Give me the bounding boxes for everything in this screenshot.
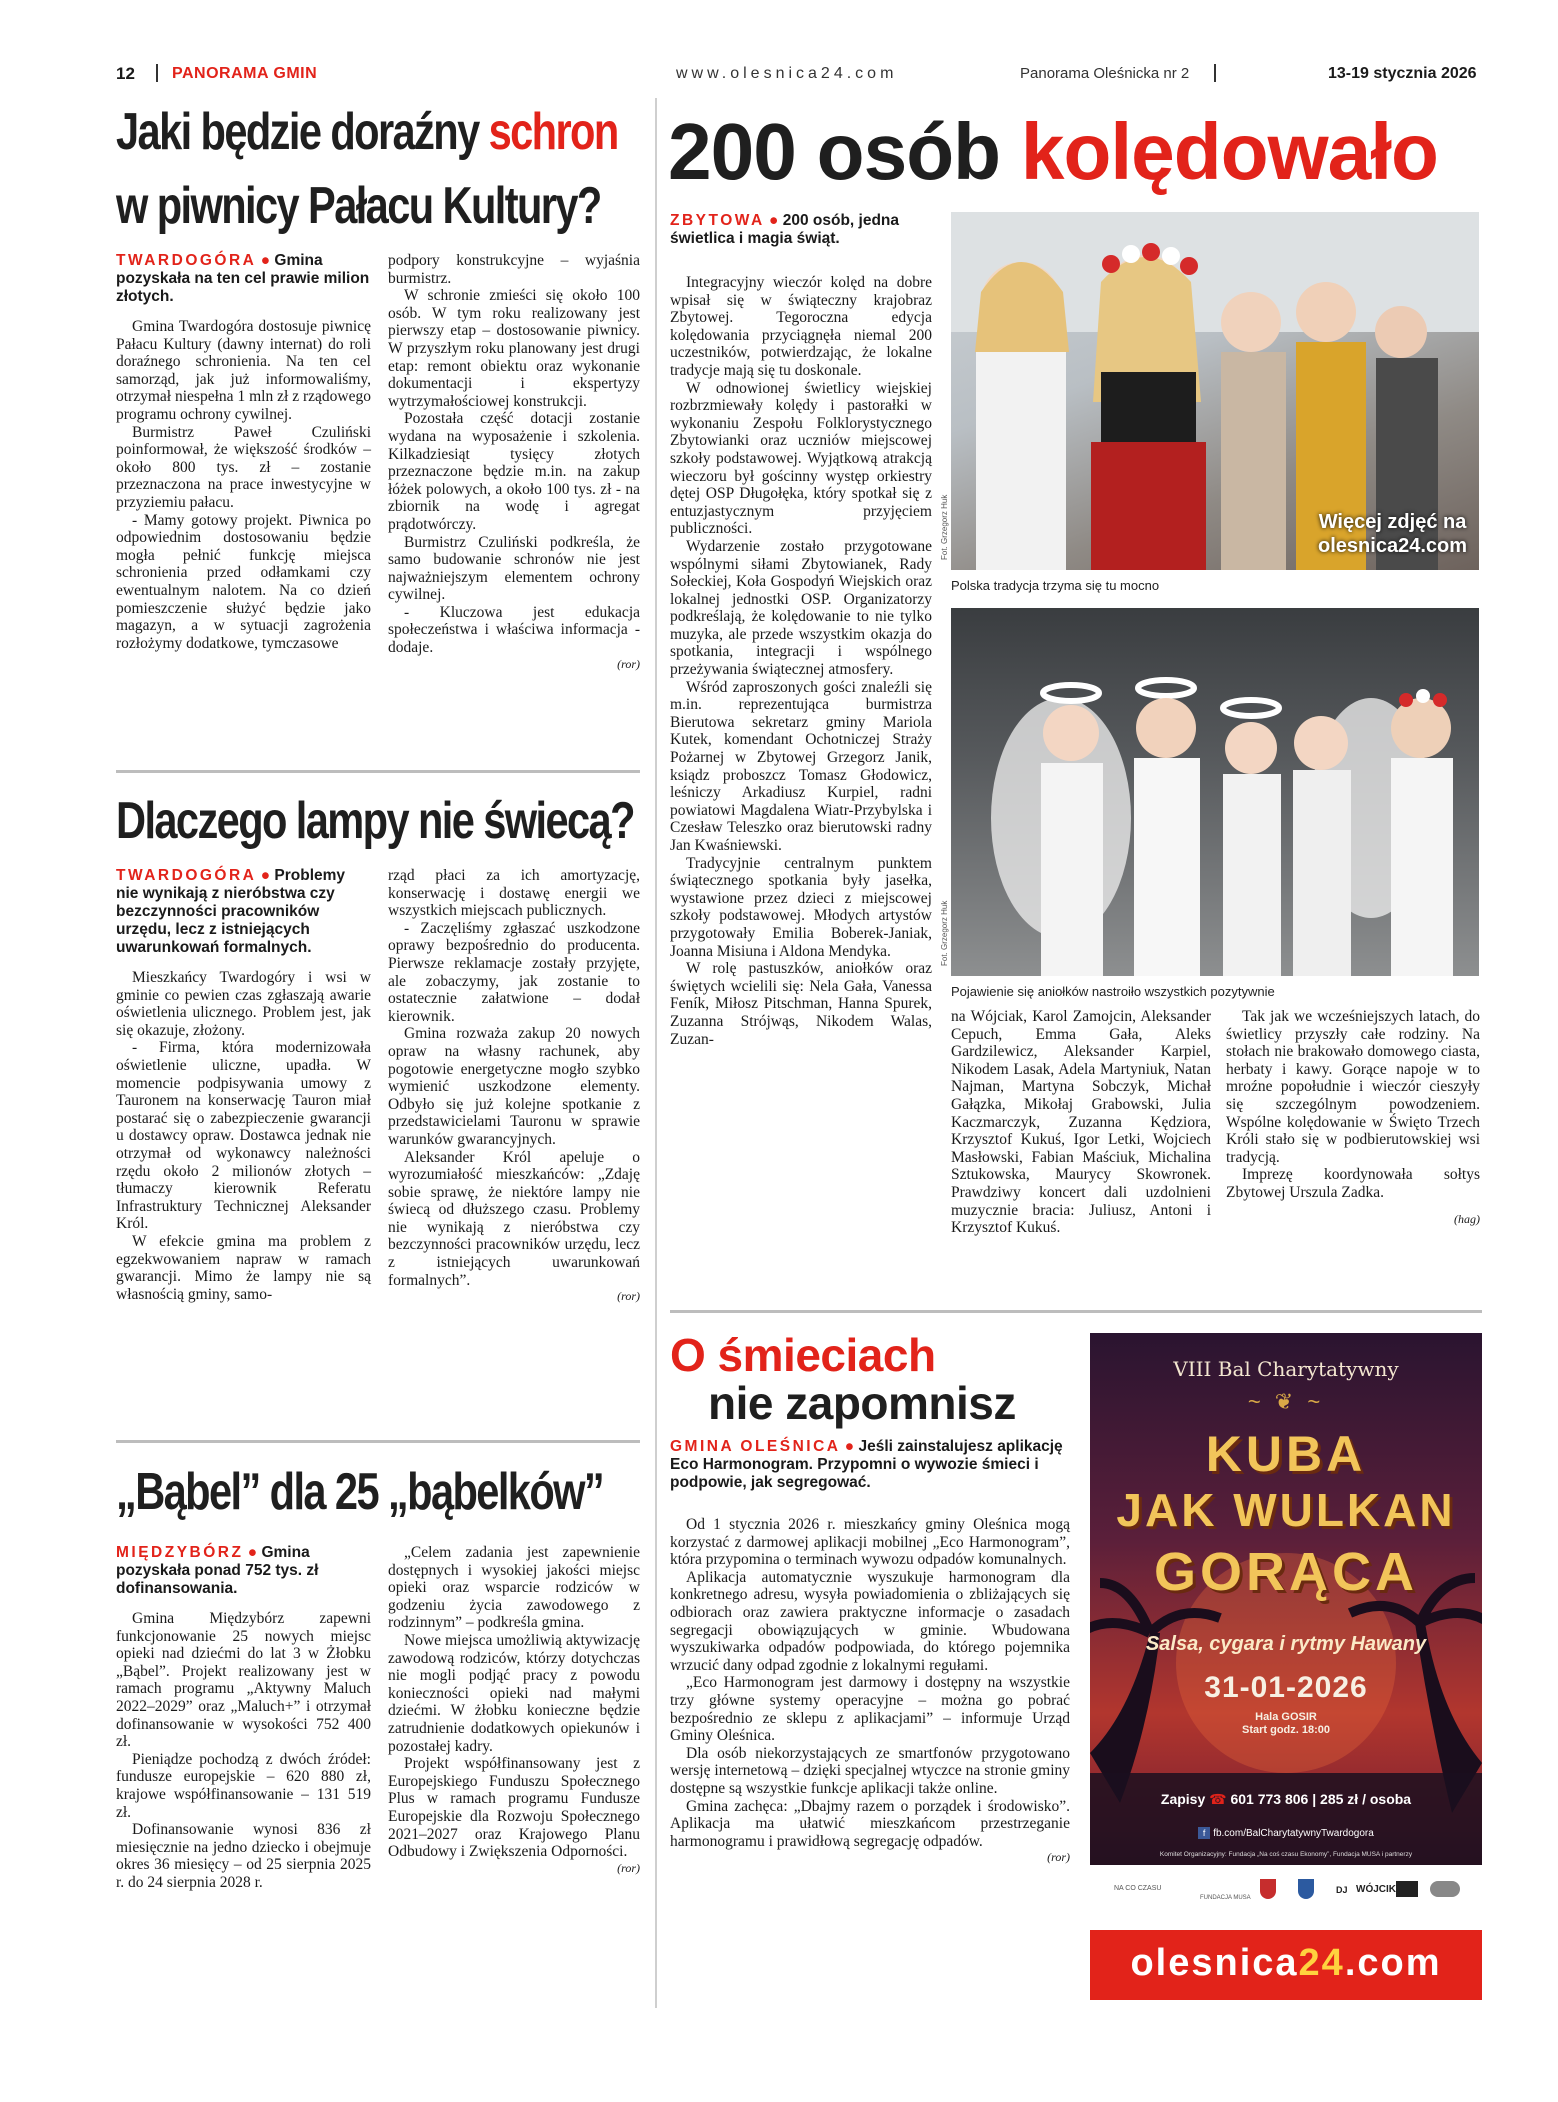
paragraph: Tak jak we wcześniejszych latach, do świetlicy przyszły całe rodziny. Na stołach nie brakowało domowego ciasta, herbaty i kawy. Gorące napoje w to mroźne popołudnie i wieczór cieszyły się szczególnym powodzeniem. Wspólne kolędowanie w Święto Trzech Króli stało się w podbierutowskiej wsi tradycją. (1226, 1008, 1480, 1166)
paragraph: podpory konstrukcyjne – wyjaśnia burmistrz. (388, 252, 640, 287)
sponsor-strip (1090, 1865, 1482, 1918)
paragraph: Od 1 stycznia 2026 r. mieszkańcy gminy Oleśnica mogą korzystać z darmowej aplikacji mobilnej „Eco Harmonogram”, która przypomina o terminach wywozu odpadów komunalnych. (670, 1516, 1070, 1569)
sponsor-3: DJ (1336, 1885, 1348, 1895)
price: 285 zł / osoba (1320, 1791, 1412, 1807)
paragraph: Projekt współfinansowany jest z Europejskiego Funduszu Społecznego Plus w ramach programu Fundusze Europejskie dla Rozwoju Społecznego 2021–2027 oraz Krajowego Planu Odbudowy i Zwiększenia Odporności. (388, 1755, 640, 1861)
lead-text: Jeśli zainstalujesz aplikację Eco Harmonogram. Przypomni o wywozie śmieci i podpowie, jak segregować. (670, 1438, 1063, 1491)
paragraph: Gmina rozważa zakup 20 nowych opraw na własny rachunek, aby pogotowie energetyczne mogło szybko wymienić uszkodzone elementy. Odbyło się już kolejne spotkanie z przedstawicielami Tauronu w sprawie warunków gwarancyjnych. (388, 1025, 640, 1148)
lead (116, 1544, 371, 1598)
photo-overlay (1318, 510, 1467, 558)
paragraph: na Wójciak, Karol Zamojcin, Aleksander Cepuch, Emma Gała, Aleks Gardzilewicz, Aleksander Karpiel, Nikodem Lasak, Adela Martyniuk, Natan Najman, Martyna Sobczyk, Michał Gałązka, Mikołaj Grabowski, Julia Kaczmarczyk, Zuzanna Kędziora, Krzysztof Kukuś, Igor Letki, Wojciech Masłowski, Fabian Maściuk, Michalina Sztukowska, Maurycy Skowronek. Prawdziwy koncert dali uzdolnieni muzycznie bracia: Juliusz, Antoni i Krzysztof Kukuś. (951, 1008, 1211, 1237)
location: TWARDOGÓRA (116, 867, 257, 884)
body-text (670, 1516, 1070, 1850)
column-2 (388, 1544, 640, 1876)
body-text (1226, 1008, 1480, 1202)
sponsor-logo-icon (1396, 1881, 1418, 1897)
ad-organizers: Komitet Organizacyjny: Fundacja „Na coś czasu Ekonomy”, Fundacja MUSA i partnerzy (1159, 1851, 1413, 1858)
crest-icon (1298, 1879, 1314, 1899)
article-separator (116, 1440, 640, 1443)
ad-subtitle: Salsa, cygara i rytmy Hawany (1145, 1633, 1427, 1655)
lead-text: 200 osób, jedna świetlica i magia świąt. (670, 212, 900, 247)
body-text (116, 969, 371, 1303)
section-name: PANORAMA GMIN (172, 65, 318, 82)
body-text (951, 1008, 1211, 1237)
paragraph: W rolę pastuszków, aniołków oraz świętych wcielili się: Nela Gała, Vanessa Feník, Miłosz Pitschman, Hanna Spurek, Zuzanna Strójwąs, Nikodem Walas, Zuzan- (670, 960, 932, 1048)
article-lamps (116, 785, 640, 1425)
paragraph: Aleksander Król apeluje o wyrozumiałość mieszkańców: „Zdaję sobie sprawę, że niektóre lampy nie świecą od dłuższego czasu. Problemy nie wynikają z nieróbstwa czy bezczynności pracowników urzędu, lecz z istniejących uwarunkowań formalnych”. (388, 1148, 640, 1289)
paragraph: - Zaczęliśmy zgłaszać uszkodzone oprawy bezpośrednio do producenta. Pierwsze reklamacje zostały przyjęte, ale zobaczymy, jak zostanie to ostatecznie załatwione – dodał kierownik. (388, 919, 640, 1025)
issue-date: 13-19 stycznia 2026 (1328, 65, 1477, 82)
signature: (hag) (1454, 1211, 1480, 1226)
column-1 (116, 867, 371, 1303)
ad-facebook[interactable] (1090, 1827, 1482, 1839)
ad-headline-3: GORĄCA (1154, 1542, 1418, 1602)
signature: (ror) (617, 656, 640, 671)
banner-part: .com (1344, 1942, 1442, 1984)
paragraph: Nowe miejsca umożliwią aktywizację zawodową rodziców, którzy dotychczas nie mogli podjąć pracy z powodu konieczności opieki nad małymi dziećmi. W żłobku konieczne będzie zatrudnienie dodatkowych opiekunów i pozostałej kadry. (388, 1631, 640, 1755)
advertisement-ball[interactable] (1090, 1333, 1482, 1918)
article-waste-app (670, 1322, 1070, 2012)
paragraph: Burmistrz Czuliński podkreśla, że samo budowanie schronów nie jest najważniejszym elementem ochrony cywilnej. (388, 533, 640, 604)
photo-caption: Polska tradycja trzyma się tu mocno (951, 578, 1160, 593)
column-1 (670, 212, 932, 1048)
article-title-line2: nie zapomnisz (708, 1377, 1016, 1429)
article-title (668, 107, 1438, 196)
location: TWARDOGÓRA (116, 252, 257, 269)
location: ZBYTOWA (670, 212, 765, 229)
paragraph: Burmistrz Paweł Czuliński poinformował, że większość środków – około 800 tys. zł – zostanie przeznaczona na prace inwestycyjne w przyziemiu pałacu. (116, 423, 371, 511)
crest-icon (1260, 1879, 1276, 1899)
lead (670, 1438, 1070, 1492)
lead-text: Problemy nie wynikają z nieróbstwa czy bezczynności pracowników urzędu, lecz z istniejących uwarunkowań formalnych. (116, 867, 346, 956)
header-divider-2 (1214, 64, 1216, 82)
paragraph: W efekcie gmina ma problem z egzekwowaniem napraw w ramach gwarancji. Mimo że lampy nie są własnością gminy, samo- (116, 1232, 371, 1303)
sponsor-2: FUNDACJA MUSA (1200, 1895, 1251, 1901)
article-title: Dlaczego lampy nie świecą? (116, 792, 634, 850)
paragraph: Mieszkańcy Twardogóry i wsi w gminie co pewien czas zgłaszają awarie oświetlenia ulicznego. Problem jest, jak się okazuje, złożony. (116, 969, 371, 1039)
ad-start: Start godz. 18:00 (1241, 1724, 1331, 1736)
column-2 (388, 867, 640, 1304)
signature: (ror) (1047, 1850, 1070, 1865)
overlay-line-2[interactable]: olesnica24.com (1318, 535, 1467, 557)
article-carols (670, 100, 1482, 1300)
sponsor-logo-icon (1430, 1881, 1460, 1897)
paragraph: Gmina Twardogóra dostosuje piwnicę Pałacu Kultury (dawny internat) do roli doraźnego schronienia. Na ten cel samorząd, jak już informowaliśmy, otrzymał niespełna 1 mln zł z rządowego programu ochrony cywilnej. (116, 318, 371, 423)
paragraph: Gmina Międzybórz zapewni funkcjonowanie 25 nowych miejsc opieki nad dziećmi do lat 3 w Żłobku „Bąbel”. Projekt realizowany jest w ramach programu „Aktywny Maluch 2022–2029” oraz „Maluch+” i otrzymał dofinansowanie w wysokości 752 400 zł. (116, 1610, 371, 1751)
paragraph: W schronie zmieści się około 100 osób. W tym roku realizowany jest pierwszy etap – dostosowanie piwnicy. W przyszłym roku planowany jest drugi etap: remont obiektu oraz wykonanie dokumentacji i ekspertyzy wytrzymałościowej konstrukcji. (388, 287, 640, 410)
column-2 (388, 252, 640, 672)
article-title (116, 103, 618, 161)
paragraph: Dofinansowanie wynosi 836 zł miesięcznie na jedno dziecko i obejmuje okres 36 miesięcy – od 25 sierpnia 2025 r. do 24 sierpnia 2028 r. (116, 1821, 371, 1891)
facebook-icon: f (1198, 1827, 1210, 1839)
lead-text: Gmina pozyskała na ten cel prawie milion złotych. (116, 252, 370, 305)
paragraph: Wśród zaproszonych gości znaleźli się m.in. reprezentująca burmistrza Bierutowa sekretarz gminy Mariola Kutek, komendant Ochotniczej Straży Pożarnej w Zbytowej Grzegorz Janik, ksiądz proboszcz Tomasz Głodowicz, leśniczy Arkadiusz Kurpiel, radni powiatowi Magdalena Wiatr-Przybylska i Czesław Teleszko oraz bierutowski radny Jan Kwaśniewski. (670, 678, 932, 854)
title-part: 200 osób (668, 107, 1021, 196)
sponsor-4: WÓJCIK (1356, 1884, 1396, 1895)
lead (670, 212, 932, 248)
overlay-line-1: Więcej zdjęć na (1318, 511, 1467, 533)
phone-number[interactable]: 601 773 806 (1230, 1791, 1309, 1807)
lead (116, 867, 371, 957)
title-part: Jaki będzie doraźny (116, 103, 489, 161)
title-highlight: kolędowało (1020, 107, 1438, 196)
title-highlight: schron (488, 103, 618, 161)
photo-caption: Pojawienie się aniołków nastroiło wszystkich pozytywnie (951, 984, 1275, 999)
paragraph: - Mamy gotowy projekt. Piwnica po odpowiednim dostosowaniu będzie mogła pełnić funkcję miejsca schronienia przed odłamkami czy ewentualnym nalotem. Na co dzień pomieszczenie służyć będzie jako magazyn, a w sytuacji zagrożenia rozłożymy dodatkowe, tymczasowe (116, 511, 371, 652)
bullet-icon: ● (260, 867, 271, 884)
photo-angels (951, 608, 1479, 976)
lead-text: Gmina pozyskała ponad 752 tys. zł dofinansowania. (116, 1544, 319, 1597)
location: GMINA OLEŚNICA (670, 1438, 841, 1455)
phone-icon: ☎ (1209, 1791, 1227, 1807)
article-title: O śmieciach (670, 1329, 936, 1381)
bullet-icon: ● (844, 1438, 855, 1455)
column-1 (116, 252, 371, 652)
ad-headline-2: JAK WULKAN (1116, 1484, 1456, 1536)
column-2 (951, 1008, 1211, 1237)
article-nursery (116, 1452, 640, 2012)
body-text (116, 1610, 371, 1892)
photo-illustration (951, 608, 1479, 976)
location: MIĘDZYBÓRZ (116, 1544, 244, 1561)
ad-ornament: ~ ❦ ~ (1247, 1389, 1325, 1414)
banner-text[interactable] (1090, 1942, 1482, 1985)
paragraph: - Firma, która modernizowała oświetlenie uliczne, upadła. W momencie podpisywania umowy z Tauronem na konserwację Tauron miał postarać się o zabezpieczenie gwarancji u dostawcy opraw. Dostawca jednak nie otrzymał od wykonawcy należności rzędu około 2 milionów złotych – tłumaczy kierownik Referatu Infrastruktury Technicznej Aleksander Król. (116, 1039, 371, 1233)
article-title-line2: w piwnicy Pałacu Kultury? (116, 177, 601, 235)
column-divider (655, 98, 657, 2008)
body-text (116, 318, 371, 652)
article-shelter (116, 100, 640, 765)
signature: (ror) (617, 1289, 640, 1304)
paragraph: Imprezę koordynowała sołtys Zbytowej Urszula Zadka. (1226, 1166, 1480, 1201)
article-separator (116, 770, 640, 773)
paragraph: Pieniądze pochodzą z dwóch źródeł: fundusze europejskie – 620 880 zł, krajowe współfinansowanie – 131 519 zł. (116, 1750, 371, 1821)
column-3 (1226, 1008, 1480, 1227)
ad-date: 31-01-2026 (1204, 1671, 1368, 1704)
page-number: 12 (116, 64, 135, 83)
site-banner[interactable] (1090, 1930, 1482, 2000)
body-text (388, 867, 640, 1289)
paragraph: Dla osób niekorzystających ze smartfonów przygotowano wersję internetową – dzięki specjalnej wtyczce na stronie gminy dostępne są wszystkie funkcje aplikacji także online. (670, 1744, 1070, 1797)
paragraph: „Celem zadania jest zapewnienie dostępnych i wysokiej jakości miejsc opieki oraz wsparcie rodziców w godzeniu życia zawodowego z rodzinnym” – podkreśla gmina. (388, 1544, 640, 1632)
article-body (670, 1438, 1070, 1865)
paragraph: Integracyjny wieczór kolęd na dobre wpisał się w świąteczny krajobraz Zbytowej. Tegoroczna edycja kolędowania przyciągnęła niemal 200 uczestników, potwierdzając, że lokalne tradycje mają się tu doskonale. (670, 274, 932, 379)
ad-venue: Hala GOSIR (1255, 1711, 1317, 1723)
website[interactable]: www.olesnica24.com (676, 65, 898, 82)
body-text (388, 1544, 640, 1861)
paragraph: Tradycyjnie centralnym punktem świątecznego spotkania były jasełka, wystawione przez dzieci z miejscowej szkoły podstawowej. Młodych artystów przygotowały Emilia Boberek-Janiak, Joanna Misiuna i Aldona Mendyka. (670, 854, 932, 960)
paragraph: Pozostała część dotacji zostanie wydana na wyposażenie i szkolenia. Kilkadziesiąt tysięcy złotych przeznaczone będzie m.in. na zakup łóżek polowych, a około 100 tys. zł - na zbiornik na wodę i agregat prądotwórczy. (388, 410, 640, 533)
photo-children-folk (951, 212, 1479, 570)
paragraph: Wydarzenie zostało przygotowane wspólnymi siłami Zbytowianek, Rady Sołeckiej, Koła Gospodyń Wiejskich oraz lokalnej jednostki OSP. Organizatorzy podkreślają, że kolędowanie to nie tylko muzyka, ale przede wszystkim okazja do spotkania, integracji i wspólnego przeżywania świątecznej atmosfery. (670, 537, 932, 679)
ad-headline-1: KUBA (1205, 1426, 1367, 1482)
facebook-url[interactable]: fb.com/BalCharytatywnyTwardogora (1213, 1828, 1374, 1839)
signup-label: Zapisy (1160, 1791, 1206, 1807)
banner-part: olesnica (1130, 1942, 1299, 1984)
photo-credit: Fot. Grzegorz Huk (940, 494, 949, 560)
lead (116, 252, 371, 306)
header-divider (156, 64, 158, 82)
ad-signup[interactable] (1090, 1791, 1482, 1808)
paragraph: „Eco Harmonogram jest darmowy i dostępny na wszystkie trzy główne systemy operacyjne – można go pobrać bezpośrednio ze sklepu z aplikacjami” – informuje Urząd Gminy Oleśnica. (670, 1674, 1070, 1745)
photo-credit: Fot. Grzegorz Huk (940, 900, 949, 966)
article-separator (670, 1310, 1482, 1313)
bullet-icon: ● (247, 1544, 258, 1561)
issue-number: Panorama Oleśnicka nr 2 (1020, 65, 1190, 82)
sponsor-1: NA CO CZASU (1114, 1885, 1162, 1892)
body-text (670, 274, 932, 1048)
ad-top-line: VIII Bal Charytatywny (1173, 1357, 1399, 1381)
page-header (116, 62, 1482, 86)
separator: | (1312, 1791, 1317, 1807)
paragraph: W odnowionej świetlicy wiejskiej rozbrzmiewały kolędy i pastorałki w wykonaniu Zespołu Folklorystycznego Zbytowianki oraz uczniów miejscowej szkoły podstawowej. Wyjątkową atrakcją wieczoru był gościnny występ orkiestry dętej OSP Długołęka, który spotkał się z entuzjastycznym przyjęciem publiczności. (670, 379, 932, 538)
article-title: „Bąbel” dla 25 „bąbelków” (116, 1463, 604, 1521)
paragraph: rząd płaci za ich amortyzację, konserwację i dostawę energii we wszystkich miejscach publicznych. (388, 867, 640, 920)
paragraph: Aplikacja automatycznie wyszukuje harmonogram dla konkretnego adresu, wysyła powiadomienia o zbliżających się odbiorach oraz zawiera praktyczne informacje o zasadach segregacji obowiązujących w gminie. Wbudowana wyszukiwarka odpadów podpowiada, do którego pojemnika wrzucić dany odpad zgodnie z lokalnymi regułami. (670, 1568, 1070, 1674)
bullet-icon: ● (769, 212, 779, 229)
bullet-icon: ● (260, 252, 271, 269)
banner-part-highlight: 24 (1298, 1942, 1345, 1984)
signature: (ror) (617, 1860, 640, 1875)
column-1 (116, 1544, 371, 1892)
paragraph: Gmina zachęca: „Dbajmy razem o porządek i środowisko”. Aplikacja ma ułatwić mieszkańcom przestrzeganie harmonogramu i prawidłową segregację odpadów. (670, 1797, 1070, 1850)
body-text (388, 252, 640, 657)
paragraph: - Kluczowa jest edukacja społeczeństwa i właściwa informacja - dodaje. (388, 603, 640, 657)
